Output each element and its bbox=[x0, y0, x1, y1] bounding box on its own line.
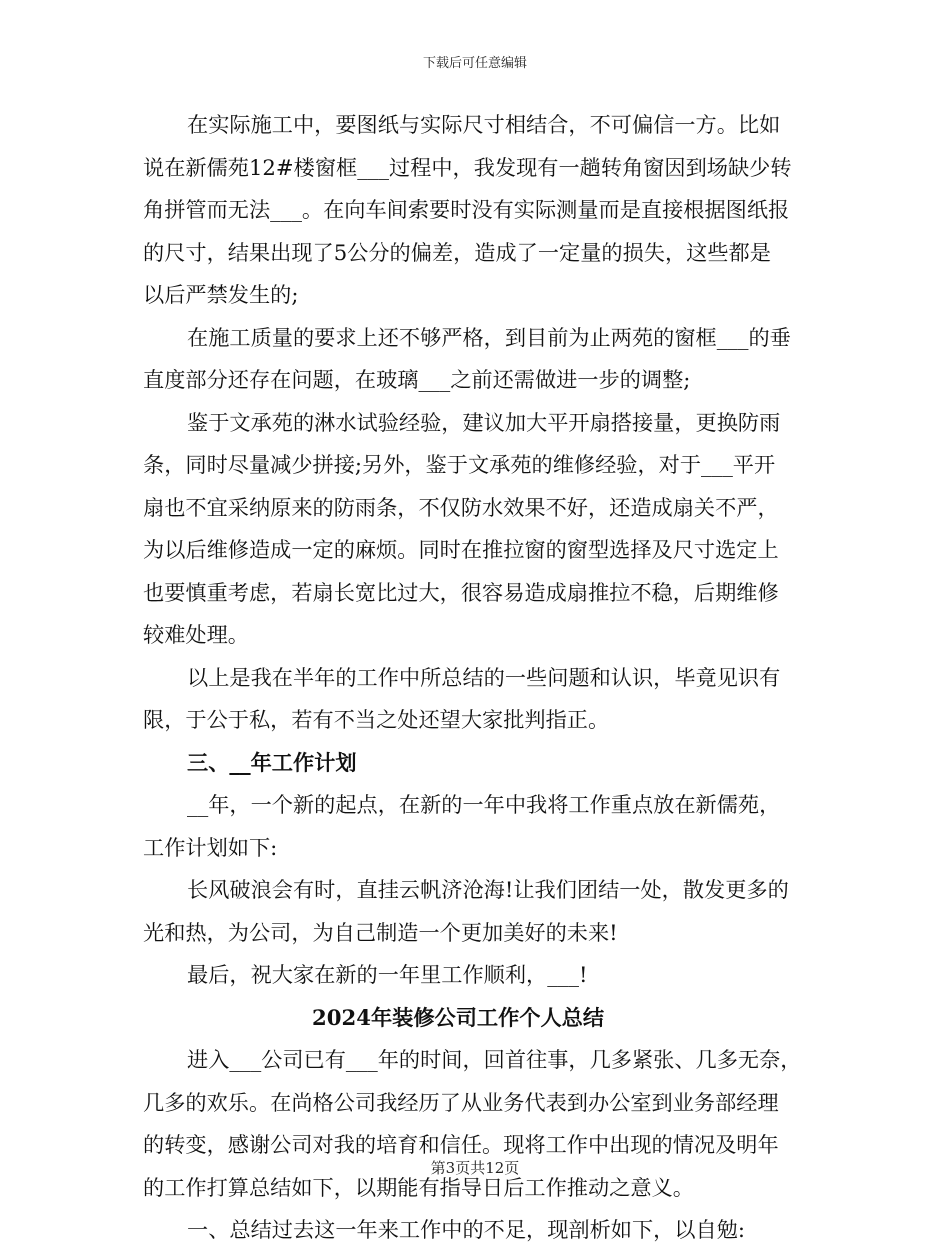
paragraph-line: 的转变，感谢公司对我的培育和信任。现将工作中出现的情况及明年 bbox=[143, 1132, 779, 1157]
paragraph-line: __年，一个新的起点，在新的一年中我将工作重点放在新儒苑， bbox=[187, 792, 781, 817]
document-body bbox=[143, 104, 813, 1252]
paragraph-line: 角拼管而无法___。在向车间索要时没有实际测量而是直接根据图纸报 bbox=[143, 197, 790, 222]
paragraph-line: 扇也不宜采纳原来的防雨条，不仅防水效果不好，还造成扇关不严， bbox=[143, 494, 779, 520]
paragraph-line: 的工作打算总结如下，以期能有指导日后工作推动之意义。 bbox=[143, 1174, 694, 1200]
paragraph-line: 的尺寸，结果出现了5公分的偏差，造成了一定量的损失，这些都是 bbox=[143, 239, 771, 265]
paragraph-line: 工作计划如下: bbox=[143, 834, 278, 860]
page-footer: 第3页共12页 bbox=[430, 1159, 520, 1177]
paragraph-line: 长风破浪会有时，直挂云帆济沧海!让我们团结一处，散发更多的 bbox=[187, 877, 789, 902]
paragraph-line: 为以后维修造成一定的麻烦。同时在推拉窗的窗型选择及尺寸选定上 bbox=[143, 537, 779, 562]
paragraph-line: 最后，祝大家在新的一年里工作顺利，___! bbox=[187, 962, 588, 987]
paragraph-line: 在实际施工中，要图纸与实际尺寸相结合，不可偏信一方。比如 bbox=[187, 112, 781, 137]
paragraph-line: 光和热，为公司，为自己制造一个更加美好的未来! bbox=[143, 919, 618, 945]
paragraph-line: 说在新儒苑12#楼窗框___过程中，我发现有一趟转角窗因到场缺少转 bbox=[143, 154, 792, 180]
paragraph-line: 较难处理。 bbox=[143, 622, 249, 647]
paragraph-line: 以后严禁发生的; bbox=[143, 282, 299, 307]
page-header: 下载后可任意编辑 bbox=[422, 56, 527, 71]
paragraph-line: 在施工质量的要求上还不够严格，到目前为止两苑的窗框___的垂 bbox=[187, 324, 791, 350]
document-title: 2024年装修公司工作个人总结 bbox=[311, 1004, 605, 1030]
paragraph-line: 也要慎重考虑，若扇长宽比过大，很容易造成扇推拉不稳，后期维修 bbox=[143, 579, 779, 605]
paragraph-line: 进入___公司已有___年的时间，回首往事，几多紧张、几多无奈， bbox=[187, 1047, 802, 1072]
paragraph-line: 鉴于文承苑的淋水试验经验，建议加大平开扇搭接量，更换防雨 bbox=[187, 409, 781, 435]
paragraph-line: 限，于公于私，若有不当之处还望大家批判指正。 bbox=[143, 707, 610, 732]
paragraph-line: 以上是我在半年的工作中所总结的一些问题和认识，毕竟见识有 bbox=[187, 664, 781, 690]
paragraph-line: 几多的欢乐。在尚格公司我经历了从业务代表到办公室到业务部经理 bbox=[143, 1089, 779, 1115]
paragraph-line: 条，同时尽量减少拼接;另外，鉴于文承苑的维修经验，对于___平开 bbox=[143, 452, 776, 477]
section-heading: 三、__年工作计划 bbox=[187, 749, 357, 775]
paragraph-line: 直度部分还存在问题，在玻璃___之前还需做进一步的调整; bbox=[143, 367, 691, 392]
paragraph-line: 一、总结过去这一年来工作中的不足，现剖析如下，以自勉: bbox=[187, 1217, 746, 1242]
